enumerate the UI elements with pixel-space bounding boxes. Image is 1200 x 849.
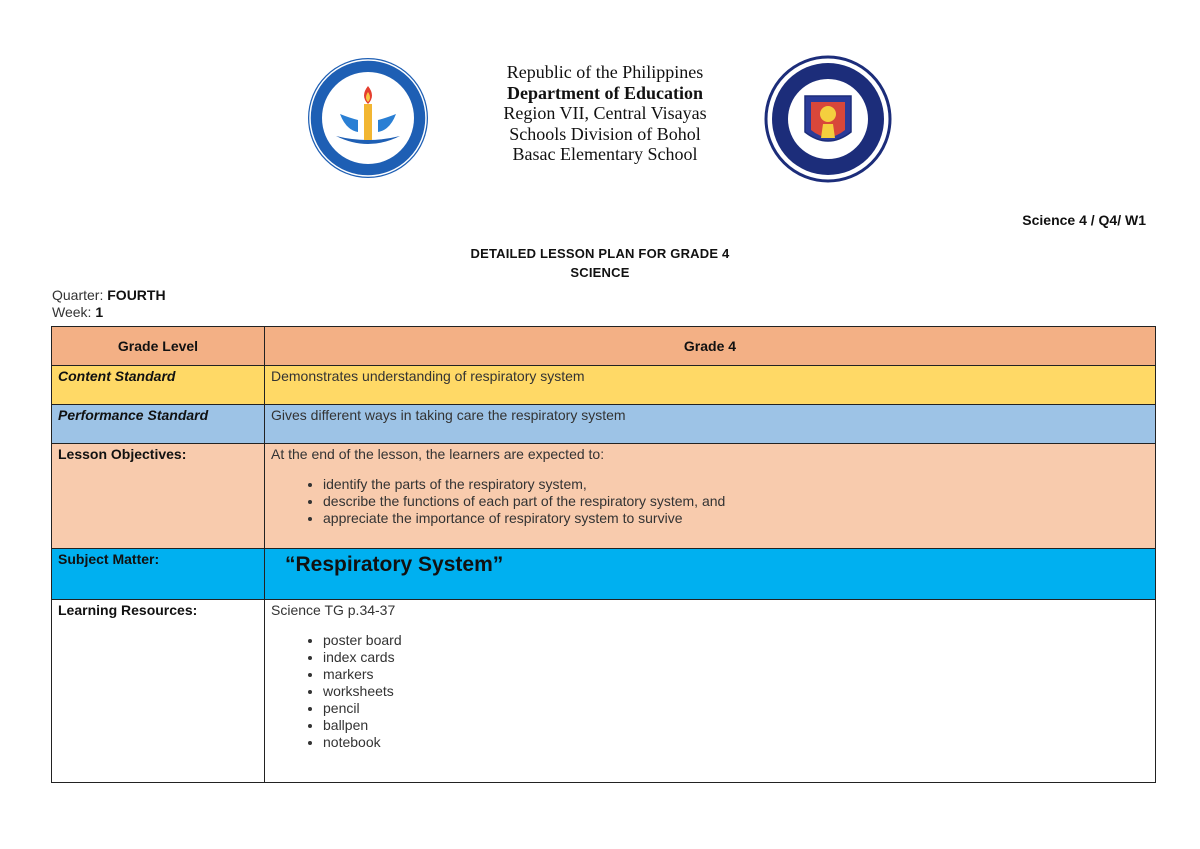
resource-item: • notebook: [323, 734, 1149, 751]
header-line-deped: Department of Education: [507, 82, 703, 103]
quarter-value: FOURTH: [107, 287, 166, 303]
subject-matter-cell: [265, 549, 1156, 600]
quarter-line: [52, 287, 166, 303]
learning-resources-label: Learning Resources:: [52, 600, 265, 783]
resources-list: [271, 632, 1149, 751]
document-code: Science 4 / Q4/ W1: [1022, 212, 1146, 228]
resource-item: • poster board: [323, 632, 1149, 649]
week-label: Week:: [52, 304, 92, 320]
document-header: [0, 0, 1200, 200]
resource-item: • index cards: [323, 649, 1149, 666]
grade-level-value: Grade 4: [265, 327, 1156, 366]
document-title: DETAILED LESSON PLAN FOR GRADE 4: [470, 246, 730, 261]
resource-item: • markers: [323, 666, 1149, 683]
week-line: [52, 304, 103, 320]
objective-item: • appreciate the importance of respiratory system to survive: [323, 510, 1149, 527]
document-subject: SCIENCE: [570, 265, 630, 280]
performance-standard-value: Gives different ways in taking care the respiratory system: [265, 405, 1156, 444]
header-address: [450, 62, 760, 165]
objectives-cell: [265, 444, 1156, 549]
learning-resources-cell: [265, 600, 1156, 783]
subject-matter-row: [52, 549, 1156, 600]
objectives-intro: At the end of the lesson, the learners are expected to:: [271, 446, 605, 462]
objectives-list: [271, 476, 1149, 527]
objective-item: • describe the functions of each part of the respiratory system, and: [323, 493, 1149, 510]
performance-standard-label: Performance Standard: [52, 405, 265, 444]
grade-level-label: Grade Level: [52, 327, 265, 366]
content-standard-value: Demonstrates understanding of respiratory system: [265, 366, 1156, 405]
objective-item: • identify the parts of the respiratory system,: [323, 476, 1149, 493]
header-line-school: Basac Elementary School: [512, 144, 698, 164]
subject-matter-value: “Respiratory System”: [285, 553, 504, 576]
learning-resources-row: [52, 600, 1156, 783]
quarter-label: Quarter:: [52, 287, 104, 303]
resource-item: • worksheets: [323, 683, 1149, 700]
performance-standard-row: [52, 405, 1156, 444]
subject-matter-label: Subject Matter:: [52, 549, 265, 600]
grade-level-row: [52, 327, 1156, 366]
content-standard-label: Content Standard: [52, 366, 265, 405]
objectives-label: Lesson Objectives:: [52, 444, 265, 549]
header-line-republic: Republic of the Philippines: [506, 62, 704, 82]
resource-item: • ballpen: [323, 717, 1149, 734]
header-line-region: Region VII, Central Visayas: [503, 103, 707, 123]
resource-item: • pencil: [323, 700, 1149, 717]
resources-intro: Science TG p.34-37: [271, 602, 396, 618]
week-value: 1: [95, 304, 104, 320]
header-line-division: Schools Division of Bohol: [509, 123, 701, 144]
school-seal-logo: [306, 56, 430, 180]
objectives-row: [52, 444, 1156, 549]
lesson-plan-table: [51, 326, 1156, 783]
content-standard-row: [52, 366, 1156, 405]
deped-seal-logo: [763, 54, 893, 184]
